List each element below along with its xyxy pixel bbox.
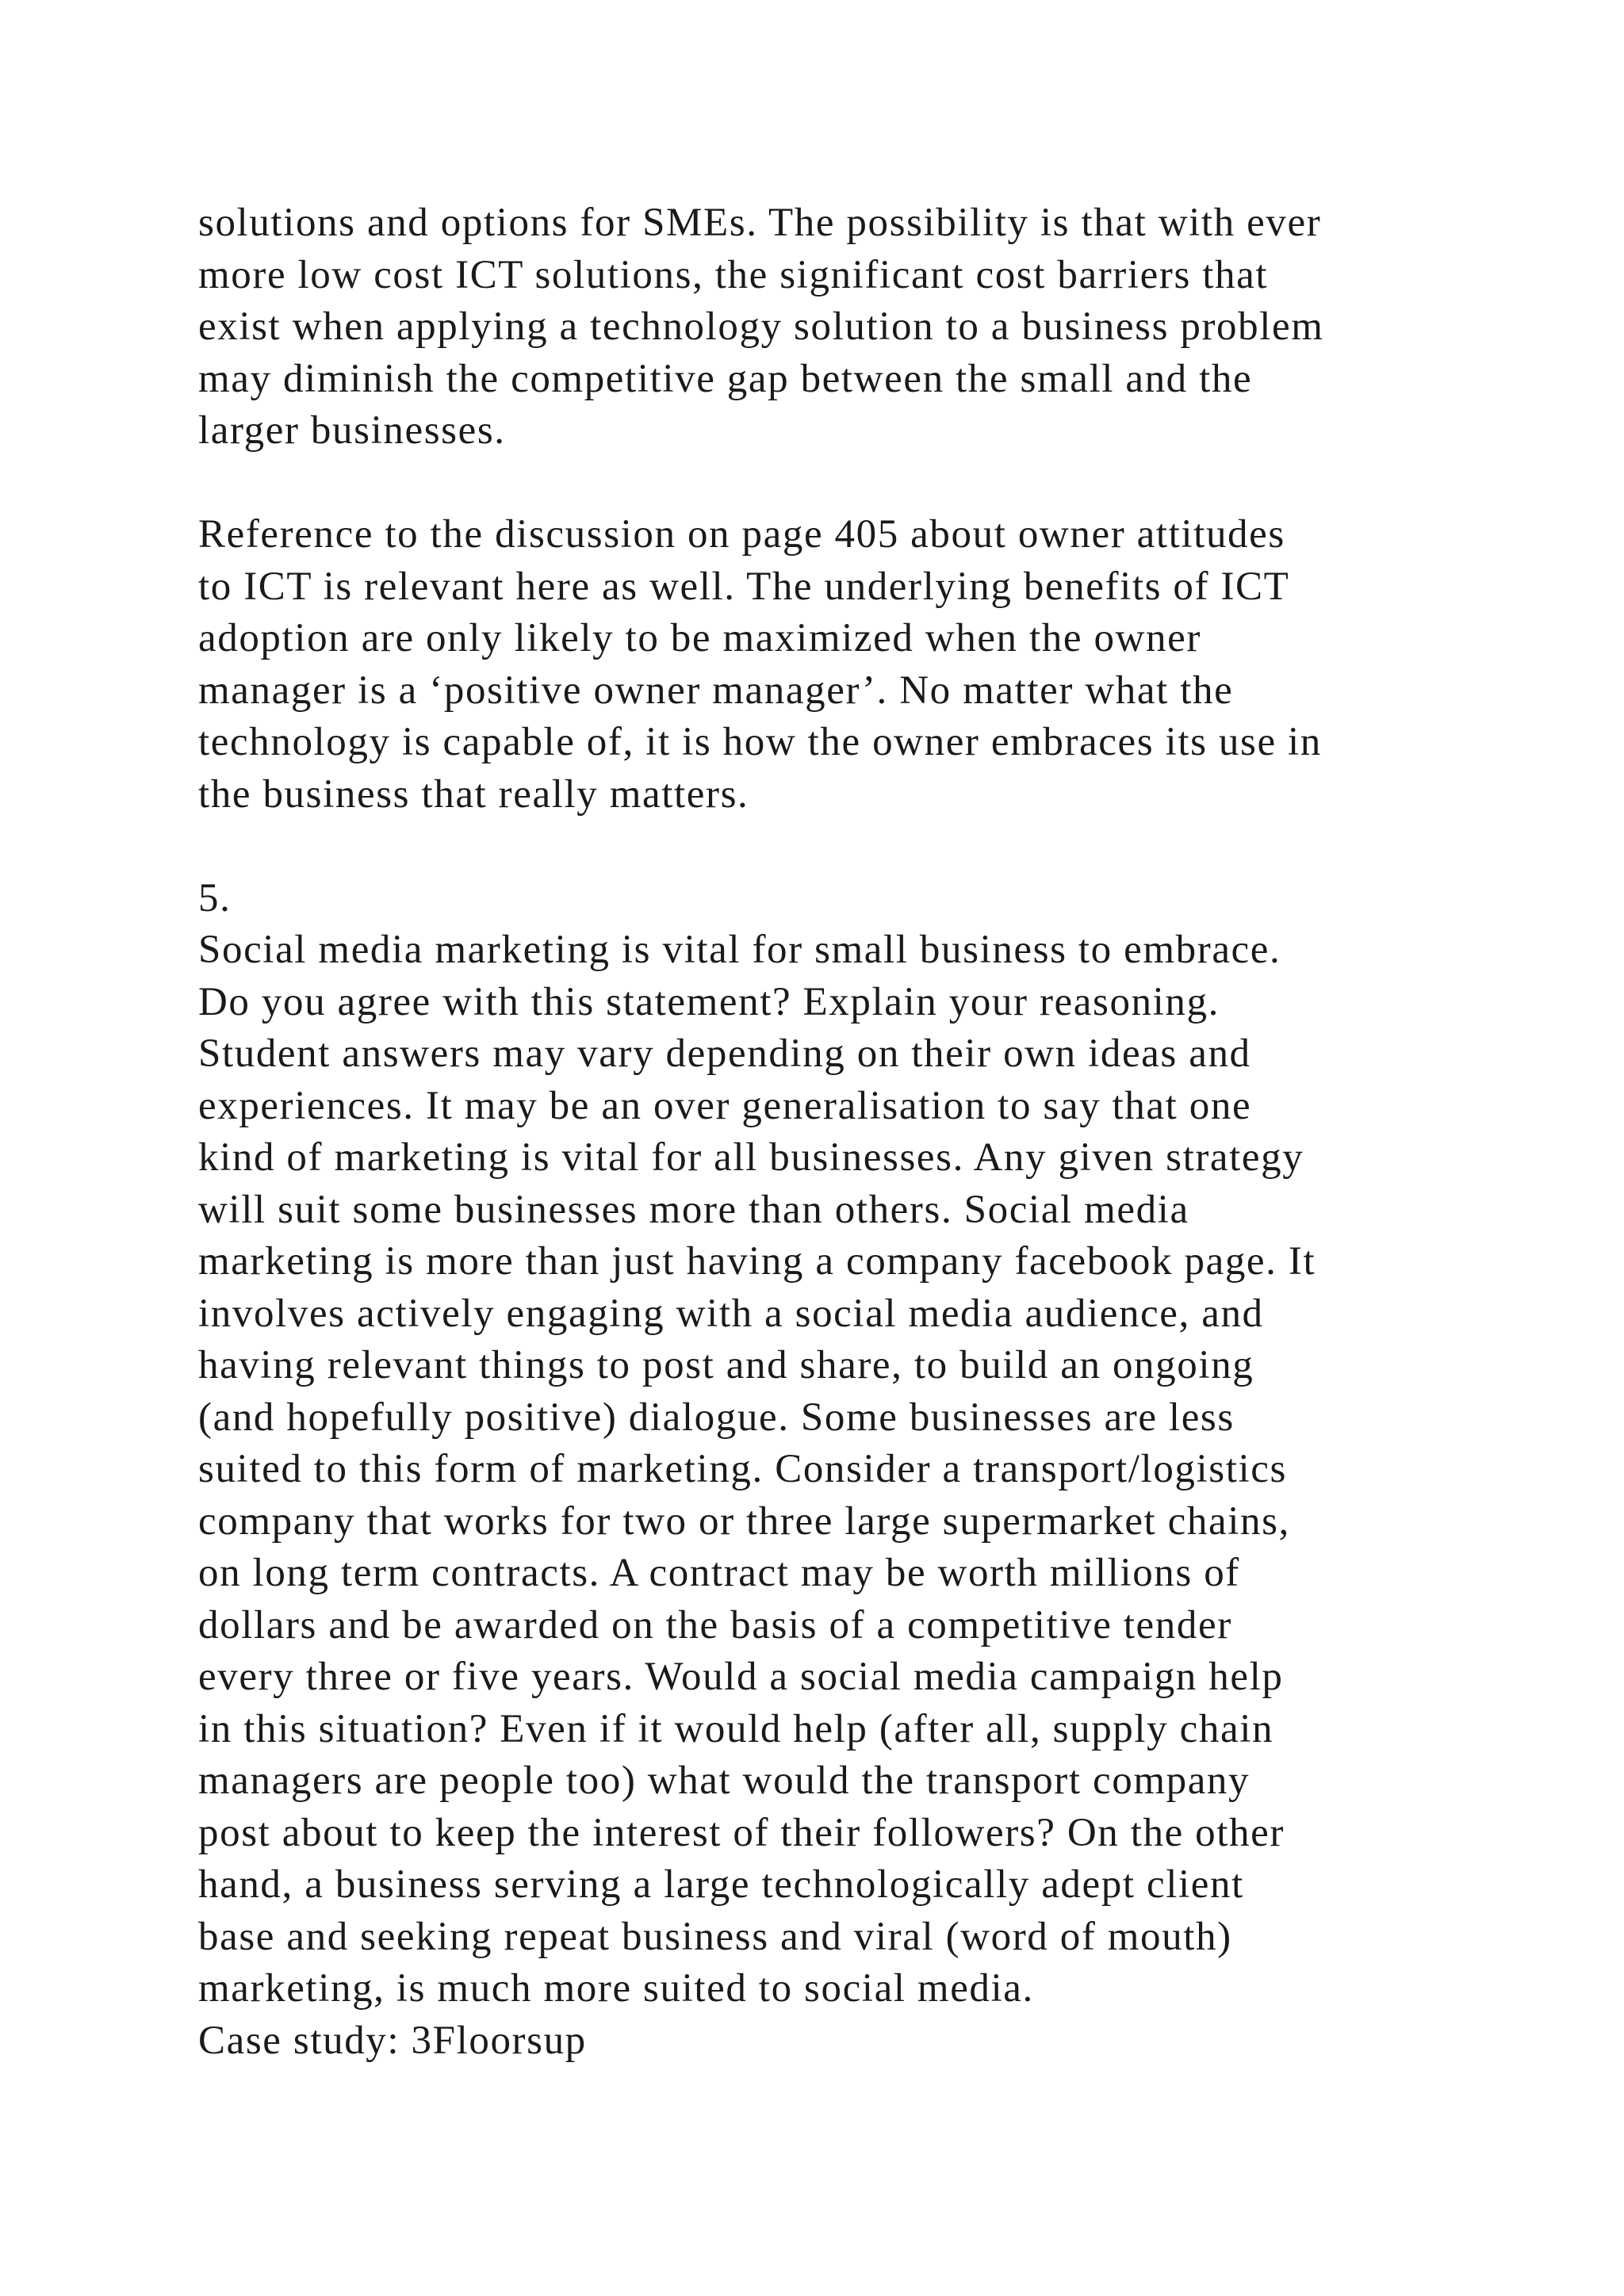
case-study-heading: Case study: 3Floorsup bbox=[198, 2018, 587, 2063]
paragraph-gap bbox=[198, 821, 1546, 873]
text-line: experiences. It may be an over generalisation to say that one bbox=[198, 1083, 1252, 1128]
text-line: post about to keep the interest of their followers? On the other bbox=[198, 1810, 1285, 1855]
paragraph-gap bbox=[198, 457, 1546, 510]
text-line: kind of marketing is vital for all businesses. Any given strategy bbox=[198, 1135, 1304, 1180]
text-line: Social media marketing is vital for small business to embrace. bbox=[198, 928, 1281, 972]
question-number: 5. bbox=[198, 875, 232, 920]
text-line: manager is a ‘positive owner manager’. No matter what the bbox=[198, 668, 1234, 713]
text-line: every three or five years. Would a social media campaign help bbox=[198, 1655, 1284, 1699]
paragraph-social-media bbox=[198, 924, 1546, 2015]
text-line: hand, a business serving a large technologically adept client bbox=[198, 1862, 1244, 1907]
text-line: larger businesses. bbox=[198, 408, 506, 453]
text-line: to ICT is relevant here as well. The underlying benefits of ICT bbox=[198, 564, 1290, 609]
text-line: dollars and be awarded on the basis of a competitive tender bbox=[198, 1602, 1232, 1647]
text-line: exist when applying a technology solution to a business problem bbox=[198, 304, 1324, 349]
text-line: in this situation? Even if it would help (after all, supply chain bbox=[198, 1706, 1274, 1751]
text-line: Do you agree with this statement? Explain your reasoning. bbox=[198, 979, 1220, 1024]
text-line: may diminish the competitive gap between the small and the bbox=[198, 356, 1253, 401]
text-line: company that works for two or three large supermarket chains, bbox=[198, 1498, 1290, 1544]
paragraph-cost-barriers bbox=[198, 197, 1546, 457]
text-line: solutions and options for SMEs. The possibility is that with ever bbox=[198, 201, 1322, 245]
document-body bbox=[198, 197, 1546, 2067]
text-line: more low cost ICT solutions, the significant cost barriers that bbox=[198, 252, 1269, 297]
text-line: suited to this form of marketing. Consider a transport/logistics bbox=[198, 1447, 1287, 1491]
paragraph-owner-attitudes bbox=[198, 509, 1546, 821]
text-line: will suit some businesses more than others. Social media bbox=[198, 1187, 1189, 1232]
text-line: Student answers may vary depending on their own ideas and bbox=[198, 1031, 1251, 1076]
text-line: marketing is more than just having a company facebook page. It bbox=[198, 1239, 1316, 1284]
text-line: on long term contracts. A contract may be worth millions of bbox=[198, 1551, 1240, 1595]
text-line: Reference to the discussion on page 405 about owner attitudes bbox=[198, 512, 1285, 557]
text-line: (and hopefully positive) dialogue. Some businesses are less bbox=[198, 1395, 1235, 1440]
text-line: the business that really matters. bbox=[198, 771, 749, 817]
text-line: base and seeking repeat business and viral (word of mouth) bbox=[198, 1914, 1232, 1959]
text-line: marketing, is much more suited to social media. bbox=[198, 1966, 1034, 2011]
text-line: adoption are only likely to be maximized when the owner bbox=[198, 616, 1201, 660]
text-line: involves actively engaging with a social media audience, and bbox=[198, 1291, 1264, 1336]
text-line: managers are people too) what would the transport company bbox=[198, 1758, 1251, 1803]
text-line: having relevant things to post and share, to build an ongoing bbox=[198, 1343, 1254, 1387]
text-line: technology is capable of, it is how the owner embraces its use in bbox=[198, 720, 1322, 764]
